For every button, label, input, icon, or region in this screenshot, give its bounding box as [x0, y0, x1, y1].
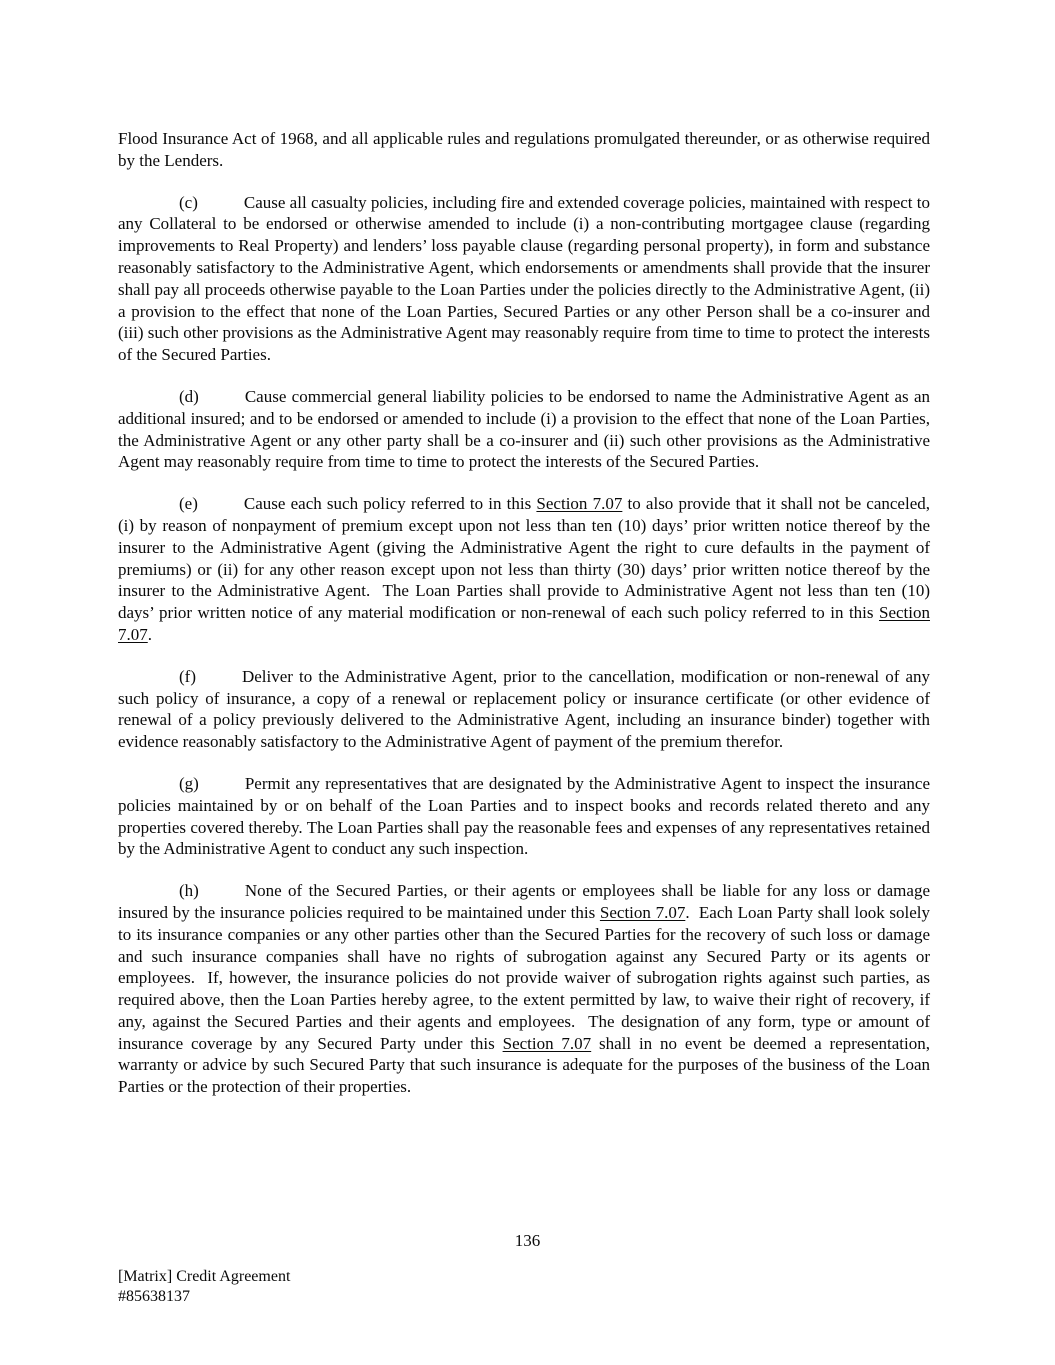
section-reference: Section 7.07	[118, 603, 930, 644]
paragraph-label: (g)	[179, 773, 199, 793]
paragraph-text: Deliver to the Administrative Agent, prior to the cancellation, modification or non-renewal of any such policy of insurance, a copy of a renewal or replacement policy or insurance certificate (or other evidence of renewal of a policy previously delivered to the Administrative Agent, including an insurance binder) together with evidence reasonably satisfactory to the Administrative Agent of payment of the premium therefor.	[118, 666, 930, 752]
paragraph-text: shall in no event be deemed a representation, warranty or advice by such Secured Party that such insurance is adequate for the purposes of the business of the Loan Parties or the protection of their properties.	[118, 1033, 930, 1097]
document-footer	[118, 1267, 290, 1307]
paragraph-text: Cause all casualty policies, including fire and extended coverage policies, maintained with respect to any Collateral to be endorsed or otherwise amended to include (i) a non-contributing mortgagee clause (regarding improvements to Real Property) and lenders’ loss payable clause (regarding personal property), in form and substance reasonably satisfactory to the Administrative Agent, which endorsements or amendments shall provide that the insurer shall pay all proceeds otherwise payable to the Loan Parties under the policies directly to the Administrative Agent, (ii) a provision to the effect that none of the Loan Parties, Secured Parties or any other Person shall be a co-insurer and (iii) such other provisions as the Administrative Agent may reasonably require from time to time to protect the interests of the Secured Parties.	[118, 192, 930, 365]
paragraph-label: (d)	[179, 386, 199, 406]
paragraph-label: (f)	[179, 666, 196, 686]
paragraph	[118, 493, 930, 646]
paragraph	[118, 773, 930, 860]
paragraph-text: Cause each such policy referred to in this	[243, 494, 537, 514]
section-reference: Section 7.07	[536, 494, 623, 514]
paragraph-text: . Each Loan Party shall look solely to its insurance companies or any other parties other than the Secured Parties for the recovery of such loss or damage and such insurance companies shall have no rights of subrogation against any Secured Party or its agents or employees. If, however, the insurance policies do not provide waiver of subrogation rights against such parties, as required above, then the Loan Parties hereby agree, to the extent permitted by law, to waive their right of recovery, if any, against the Secured Parties and their agents and employees. The designation of any form, type or amount of insurance coverage by any Secured Party under this	[118, 902, 930, 1053]
paragraph-text: .	[147, 624, 152, 644]
paragraph-text: Cause commercial general liability policies to be endorsed to name the Administrative Agent as an additional insured; and to be endorsed or amended to include (i) a provision to the effect that none of the Loan Parties, the Administrative Agent or any other party shall be a co-insurer and (ii) such other provisions as the Administrative Agent may reasonably require from time to time to protect the interests of the Secured Parties.	[118, 386, 930, 472]
paragraph	[118, 128, 930, 172]
paragraph-text: Flood Insurance Act of 1968, and all applicable rules and regulations promulgated thereunder, or as otherwise required by the Lenders.	[118, 129, 930, 170]
paragraph-text: to also provide that it shall not be canceled, (i) by reason of nonpayment of premium except upon not less than ten (10) days’ prior written notice thereof by the insurer to the Administrative Agent (giving the Administrative Agent the right to cure defaults in the payment of premiums) or (ii) for any other reason except upon not less than thirty (30) days’ prior written notice thereof by the insurer to the Administrative Agent. The Loan Parties shall provide to Administrative Agent not less than ten (10) days’ prior written notice of any material modification or non-renewal of each such policy referred to in this	[118, 494, 930, 623]
paragraph-label: (c)	[179, 192, 198, 212]
section-reference: Section 7.07	[599, 902, 686, 922]
paragraph-text: None of the Secured Parties, or their agents or employees shall be liable for any loss or damage insured by the insurance policies required to be maintained under this	[118, 881, 930, 922]
document-body	[118, 128, 930, 1118]
section-reference: Section 7.07	[502, 1033, 592, 1053]
paragraph-label: (e)	[179, 494, 198, 514]
paragraph	[118, 386, 930, 473]
paragraph	[118, 666, 930, 753]
page-number: 136	[514, 1231, 541, 1250]
paragraph-label: (h)	[179, 881, 199, 901]
footer-doc-id: #85638137	[118, 1288, 190, 1305]
paragraph-text: Permit any representatives that are designated by the Administrative Agent to inspect the insurance policies maintained by or on behalf of the Loan Parties and to inspect books and records related thereto and any properties covered thereby. The Loan Parties shall pay the reasonable fees and expenses of any representatives retained by the Administrative Agent to conduct any such inspection.	[118, 773, 930, 859]
paragraph	[118, 880, 930, 1098]
footer-doc-title: [Matrix] Credit Agreement	[118, 1268, 291, 1285]
paragraph	[118, 192, 930, 366]
